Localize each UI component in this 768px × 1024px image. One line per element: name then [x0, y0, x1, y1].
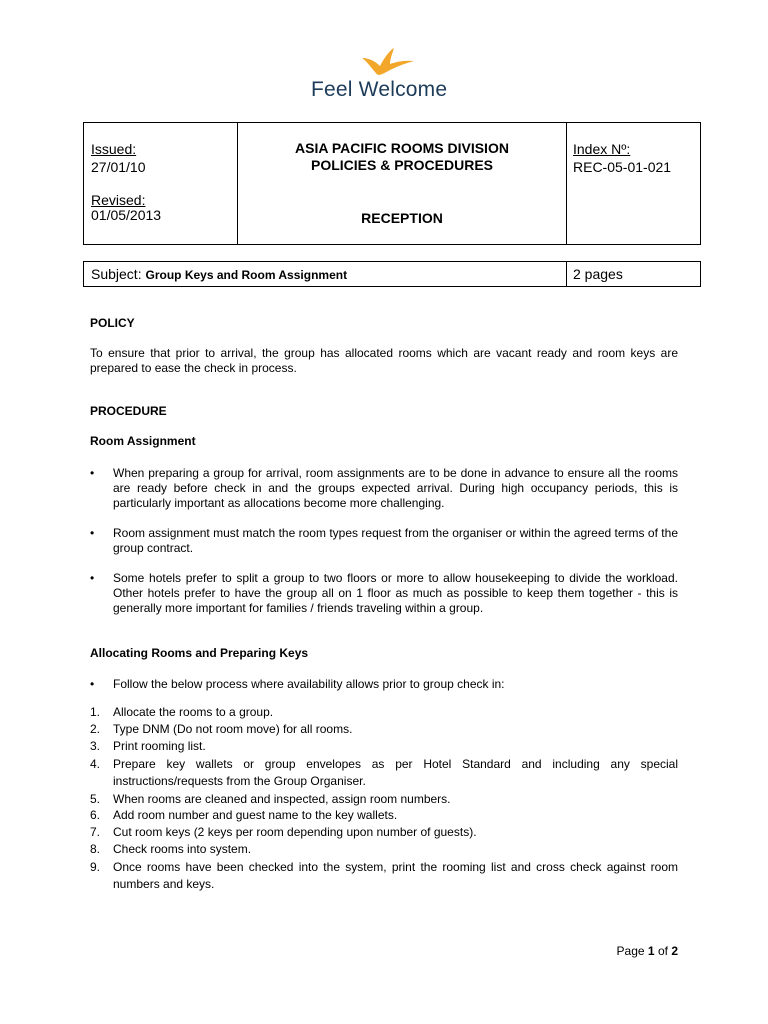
document-header-table — [83, 122, 701, 245]
list-item: Room assignment must match the room types request from the organiser or within the agreed terms of the group contract. — [113, 526, 678, 555]
header-divider — [566, 123, 567, 244]
subject-value: Group Keys and Room Assignment — [145, 268, 348, 282]
page-number — [617, 944, 678, 959]
current-page: 1 — [647, 944, 655, 958]
procedure-heading: PROCEDURE — [90, 404, 167, 418]
list-item: Follow the below process where availability allows prior to group check in: — [113, 677, 505, 691]
step-text: When rooms are cleaned and inspected, assign room numbers. — [113, 792, 451, 806]
room-assignment-heading: Room Assignment — [90, 434, 196, 448]
brand-logo-text: Feel Welcome — [311, 78, 448, 101]
subject-label: Subject: — [91, 266, 142, 282]
step-number: 3. — [90, 739, 101, 753]
step-text: Allocate the rooms to a group. — [113, 705, 274, 719]
step-number: 7. — [90, 825, 101, 839]
step-number: 6. — [90, 808, 101, 822]
policy-text: To ensure that prior to arrival, the group has allocated rooms which are vacant ready and room keys are prepared to ease the check in process. — [90, 346, 678, 375]
allocating-heading: Allocating Rooms and Preparing Keys — [90, 646, 309, 660]
policies-title: POLICIES & PROCEDURES — [310, 157, 494, 173]
division-title: ASIA PACIFIC ROOMS DIVISION — [295, 140, 509, 156]
step-text: Prepare key wallets or group envelopes as per Hotel Standard and including any special instructions/requests from the Group Organiser. — [113, 757, 678, 788]
step-text: Cut room keys (2 keys per room depending upon number of guests). — [113, 825, 477, 839]
step-number: 2. — [90, 722, 101, 736]
step-text: Add room number and guest name to the key wallets. — [113, 808, 398, 822]
index-number: REC-05-01-021 — [573, 159, 672, 175]
step-number: 5. — [90, 792, 101, 806]
total-pages: 2 — [671, 944, 678, 958]
issued-date: 27/01/10 — [91, 159, 146, 175]
department-title: RECEPTION — [361, 210, 443, 226]
bullet-marker: • — [90, 466, 95, 480]
step-text: Type DNM (Do not room move) for all rooms. — [113, 722, 353, 736]
bullet-marker: • — [90, 571, 95, 585]
subject-divider — [566, 262, 567, 286]
revised-date: 01/05/2013 — [91, 207, 162, 223]
index-label: Index Nº: — [573, 141, 631, 157]
subject-table — [83, 261, 701, 287]
step-number: 8. — [90, 842, 101, 856]
step-number: 1. — [90, 705, 101, 719]
step-text: Once rooms have been checked into the system, print the rooming list and cross check against room numbers and keys. — [113, 860, 678, 891]
revised-label: Revised: — [91, 192, 146, 208]
policy-heading: POLICY — [90, 316, 135, 330]
step-text: Print rooming list. — [113, 739, 206, 753]
bullet-marker: • — [90, 677, 95, 691]
step-text: Check rooms into system. — [113, 842, 252, 856]
page-label: Page — [616, 944, 645, 958]
page-count: 2 pages — [573, 266, 623, 282]
subject-row — [91, 266, 347, 284]
brand-logo — [300, 48, 470, 108]
list-item: Some hotels prefer to split a group to two floors or more to allow housekeeping to divide the workload. Other hotels prefer to have the group all on 1 floor as much as possible to keep them together - this is generally more important for families / friends traveling within a group. — [113, 571, 678, 615]
step-number: 4. — [90, 757, 101, 771]
bullet-marker: • — [90, 526, 95, 540]
issued-label: Issued: — [91, 141, 137, 157]
of-label: of — [657, 944, 668, 958]
step-number: 9. — [90, 860, 101, 874]
bird-icon — [360, 48, 416, 76]
list-item: When preparing a group for arrival, room assignments are to be done in advance to ensure all the rooms are ready before check in and the groups expected arrival. During high occupancy periods, this is particularly important as allocations become more challenging. — [113, 466, 678, 510]
